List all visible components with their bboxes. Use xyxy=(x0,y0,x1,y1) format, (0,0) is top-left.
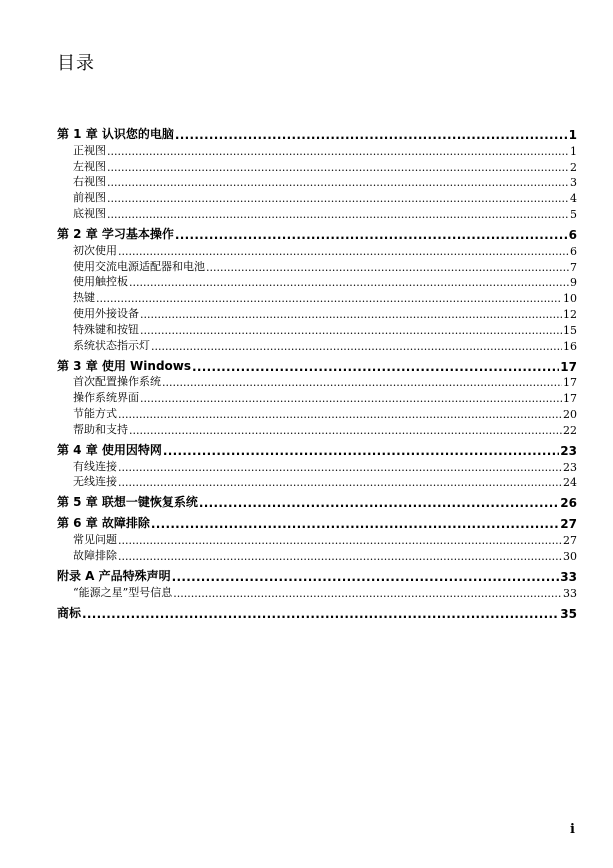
dot-leader xyxy=(118,550,562,563)
dot-leader xyxy=(118,476,562,489)
toc-chapter-entry-title: 第 6 章 故障排除 xyxy=(57,516,150,531)
toc-section-entry[interactable] xyxy=(57,547,577,563)
toc-section-entry[interactable] xyxy=(57,242,577,258)
toc-section-entry-title: 无线连接 xyxy=(73,475,117,489)
toc-section-entry-title: 正视图 xyxy=(73,143,106,157)
toc-section-entry-title: 底视图 xyxy=(73,206,106,220)
toc-chapter-entry-title: 第 1 章 认识您的电脑 xyxy=(57,127,174,141)
toc-section-entry[interactable] xyxy=(57,174,577,190)
toc-chapter-entry[interactable] xyxy=(57,604,577,621)
toc-section-entry-page-number: 12 xyxy=(563,307,577,321)
dot-leader xyxy=(107,161,569,174)
dot-leader xyxy=(107,192,569,205)
dot-leader xyxy=(172,570,560,584)
toc-chapter xyxy=(57,514,577,563)
dot-leader xyxy=(118,461,562,474)
toc-chapter-entry-page-number: 1 xyxy=(568,128,577,142)
toc-section-entry[interactable] xyxy=(57,474,577,490)
dot-leader xyxy=(175,128,568,142)
dot-leader xyxy=(192,360,559,374)
toc-section-entry-title: 帮助和支持 xyxy=(73,422,128,436)
dot-leader xyxy=(118,408,562,421)
toc-section-entry[interactable] xyxy=(57,305,577,321)
dot-leader xyxy=(140,308,562,321)
toc-section-entry[interactable] xyxy=(57,274,577,290)
toc-chapter xyxy=(57,441,577,490)
toc-section-entry-title: 常见问题 xyxy=(73,533,117,547)
toc-section-entry-title: 有线连接 xyxy=(73,459,117,473)
toc-section-entry-page-number: 2 xyxy=(570,160,577,174)
toc-section-entry[interactable] xyxy=(57,531,577,547)
dot-leader xyxy=(140,324,562,337)
toc-section-entry-title: 使用触控板 xyxy=(73,275,128,289)
toc-section-entry[interactable] xyxy=(57,258,577,274)
toc-chapter-entry-page-number: 35 xyxy=(560,606,577,621)
toc-section-entry-page-number: 16 xyxy=(563,339,577,353)
toc-chapter xyxy=(57,357,577,437)
toc-section-entry-page-number: 5 xyxy=(570,207,577,221)
toc-chapter-entry-page-number: 17 xyxy=(560,359,577,374)
dot-leader xyxy=(107,176,569,189)
dot-leader xyxy=(118,534,562,547)
toc-chapter-entry[interactable] xyxy=(57,514,577,531)
toc-chapter-entry-page-number: 27 xyxy=(560,517,577,532)
toc-section-entry[interactable] xyxy=(57,158,577,174)
dot-leader xyxy=(96,292,562,305)
dot-leader xyxy=(151,517,559,531)
toc-section-entry-page-number: 24 xyxy=(563,476,577,490)
toc-chapter-entry-page-number: 6 xyxy=(568,227,577,242)
toc-chapter-entry-title: 第 3 章 使用 Windows xyxy=(57,358,192,373)
dot-leader xyxy=(162,376,562,389)
toc-section-entry[interactable] xyxy=(57,189,577,205)
toc-section-entry-page-number: 9 xyxy=(570,276,577,290)
toc-chapter-entry-title: 附录 A 产品特殊声明 xyxy=(57,568,171,583)
toc-chapter-entry-title: 商标 xyxy=(57,605,82,620)
toc-section-entry[interactable] xyxy=(57,584,577,600)
table-of-contents xyxy=(57,125,577,625)
toc-section-entry-title: 左视图 xyxy=(73,159,106,173)
toc-section-entry[interactable] xyxy=(57,205,577,221)
toc-section-entry-page-number: 27 xyxy=(563,534,577,548)
page-title: 目录 xyxy=(57,53,95,74)
toc-chapter-entry[interactable] xyxy=(57,493,577,510)
toc-section-entry-page-number: 7 xyxy=(570,260,577,274)
toc-section-entry-title: 系统状态指示灯 xyxy=(73,338,150,352)
toc-section-entry-page-number: 17 xyxy=(563,376,577,390)
toc-chapter xyxy=(57,604,577,621)
toc-section-entry-title: “能源之星”型号信息 xyxy=(73,585,173,599)
toc-section-entry-page-number: 1 xyxy=(570,144,577,158)
toc-section-entry[interactable] xyxy=(57,458,577,474)
toc-section-entry-page-number: 22 xyxy=(563,423,577,437)
toc-section-entry-page-number: 30 xyxy=(563,549,577,563)
toc-section-entry-page-number: 3 xyxy=(570,176,577,190)
toc-section-entry-page-number: 4 xyxy=(570,192,577,206)
toc-section-entry[interactable] xyxy=(57,142,577,158)
toc-section-entry-title: 故障排除 xyxy=(73,548,117,562)
dot-leader xyxy=(107,208,569,221)
toc-section-entry-page-number: 20 xyxy=(563,407,577,421)
toc-section-entry-page-number: 6 xyxy=(570,244,577,258)
toc-section-entry[interactable] xyxy=(57,374,577,390)
toc-section-entry-page-number: 33 xyxy=(563,586,577,600)
toc-section-entry-title: 热键 xyxy=(73,291,95,305)
toc-chapter-entry-page-number: 33 xyxy=(560,569,577,584)
toc-chapter-entry-page-number: 23 xyxy=(560,443,577,458)
toc-section-entry[interactable] xyxy=(57,321,577,337)
toc-chapter xyxy=(57,125,577,221)
toc-chapter xyxy=(57,567,577,600)
dot-leader xyxy=(129,424,562,437)
page-number: i xyxy=(570,822,575,837)
dot-leader xyxy=(206,261,569,274)
toc-section-entry[interactable] xyxy=(57,405,577,421)
dot-leader xyxy=(82,607,559,621)
toc-section-entry[interactable] xyxy=(57,337,577,353)
toc-chapter-entry[interactable] xyxy=(57,125,577,142)
dot-leader xyxy=(129,276,569,289)
toc-section-entry-title: 初次使用 xyxy=(73,243,117,257)
toc-section-entry-title: 前视图 xyxy=(73,191,106,205)
toc-chapter-entry[interactable] xyxy=(57,441,577,458)
toc-chapter-entry[interactable] xyxy=(57,225,577,242)
toc-section-entry-title: 右视图 xyxy=(73,175,106,189)
toc-section-entry-title: 操作系统界面 xyxy=(73,391,139,405)
toc-chapter-entry-title: 第 2 章 学习基本操作 xyxy=(57,226,174,241)
dot-leader xyxy=(151,340,562,353)
toc-section-entry-title: 节能方式 xyxy=(73,406,117,420)
toc-chapter-entry-title: 第 5 章 联想一键恢复系统 xyxy=(57,495,198,510)
toc-section-entry[interactable] xyxy=(57,421,577,437)
toc-section-entry-title: 使用外接设备 xyxy=(73,306,139,320)
toc-section-entry-page-number: 17 xyxy=(563,392,577,406)
dot-leader xyxy=(140,392,562,405)
toc-section-entry-title: 首次配置操作系统 xyxy=(73,375,161,389)
toc-chapter-entry-page-number: 26 xyxy=(560,496,577,511)
toc-chapter xyxy=(57,493,577,510)
toc-section-entry[interactable] xyxy=(57,389,577,405)
toc-chapter xyxy=(57,225,577,353)
toc-section-entry-page-number: 10 xyxy=(563,292,577,306)
dot-leader xyxy=(107,145,569,158)
toc-section-entry-page-number: 23 xyxy=(563,460,577,474)
toc-chapter-entry-title: 第 4 章 使用因特网 xyxy=(57,442,162,457)
toc-chapter-entry[interactable] xyxy=(57,567,577,584)
dot-leader xyxy=(118,245,569,258)
dot-leader xyxy=(173,587,562,600)
toc-chapter-entry[interactable] xyxy=(57,357,577,374)
toc-section-entry[interactable] xyxy=(57,289,577,305)
toc-section-entry-page-number: 15 xyxy=(563,323,577,337)
dot-leader xyxy=(199,496,559,510)
dot-leader xyxy=(163,444,559,458)
dot-leader xyxy=(175,228,568,242)
toc-section-entry-title: 特殊键和按钮 xyxy=(73,322,139,336)
toc-section-entry-title: 使用交流电源适配器和电池 xyxy=(73,259,205,273)
